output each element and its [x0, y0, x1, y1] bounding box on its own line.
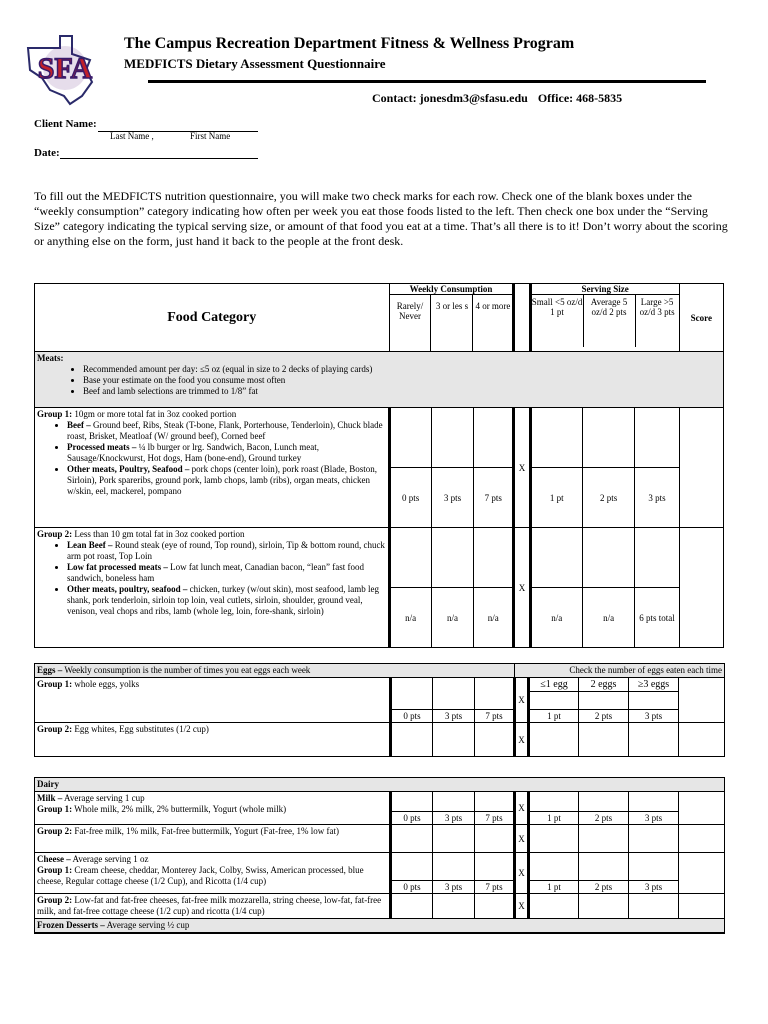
checkbox-cell[interactable] [389, 408, 431, 468]
eggs-check-label: Check the number of eggs eaten each time [515, 664, 725, 678]
checkbox-cell[interactable] [629, 853, 679, 881]
meats-bullet: • Recommended amount per day: ≤5 oz (equal in size to 2 decks of playing cards) [83, 364, 721, 375]
points-cell: n/a [474, 588, 514, 648]
checkbox-cell[interactable] [391, 853, 433, 881]
page-subtitle: MEDFICTS Dietary Assessment Questionnaire [124, 56, 386, 71]
checkbox-cell[interactable] [579, 692, 629, 710]
x-cell: X [514, 528, 530, 648]
score-cell[interactable] [679, 894, 725, 919]
small-header: Small <5 oz/d 1 pt [532, 295, 584, 347]
large-header: Large >5 oz/d 3 pts [639, 297, 675, 317]
checkbox-cell[interactable] [629, 825, 679, 853]
meats-group1 [35, 408, 390, 528]
points-cell: 6 pts total [635, 588, 679, 648]
logo-text: SFA [37, 52, 93, 85]
x-cell: X [515, 792, 529, 825]
checkbox-cell[interactable] [530, 528, 582, 588]
checkbox-cell[interactable] [391, 825, 433, 853]
date-field[interactable] [60, 158, 258, 159]
weekly-consumption-header: Weekly Consumption Rarely/ Never 3 or les s 4 or more [389, 284, 514, 352]
checkbox-cell[interactable] [475, 723, 515, 757]
list-item: • Beef – Ground beef, Ribs, Steak (T-bone, Flank, Porterhouse, Tenderloin), Chuck blade roast, Brisket, Meatloaf (W/ ground beef), Corned beef [67, 420, 386, 442]
meats-bullet: • Base your estimate on the food you consume most often [83, 375, 721, 386]
page-title: The Campus Recreation Department Fitness & Wellness Program [124, 35, 575, 52]
meats-bullet: • Beef and lamb selections are trimmed to 1/8” fat [83, 386, 721, 397]
list-item: • Low fat processed meats – Low fat lunch meat, Canadian bacon, “lean” fast food sandwich, boneless ham [67, 562, 386, 584]
points-cell: 0 pts [391, 812, 433, 825]
checkbox-cell[interactable] [433, 678, 475, 710]
sfa-logo [20, 30, 110, 110]
separator-cell [514, 284, 530, 352]
checkbox-cell[interactable] [433, 792, 475, 812]
checkbox-cell[interactable] [635, 408, 679, 468]
x-cell: X [515, 853, 529, 894]
checkbox-cell[interactable] [529, 853, 579, 881]
points-cell: 7 pts [475, 881, 515, 894]
office-phone: Office: 468-5835 [537, 91, 623, 105]
eggs-table [34, 663, 725, 757]
checkbox-cell[interactable] [582, 408, 634, 468]
points-cell: 2 pts [582, 468, 634, 528]
score-header: Score [679, 284, 723, 352]
checkbox-cell[interactable] [433, 853, 475, 881]
contact-line [372, 91, 622, 106]
checkbox-cell[interactable] [391, 678, 433, 710]
contact-email: Contact: jonesdm3@sfasu.edu [372, 91, 528, 105]
score-cell[interactable] [679, 528, 723, 648]
checkbox-cell[interactable] [579, 894, 629, 919]
x-cell: X [515, 825, 529, 853]
last-name-caption: Last Name , [110, 131, 154, 141]
client-name-label: Client Name: [34, 118, 97, 130]
points-cell: n/a [530, 588, 582, 648]
meats-section [35, 352, 724, 408]
checkbox-cell[interactable] [474, 408, 514, 468]
group-label: Group 2: [37, 529, 73, 539]
checkbox-cell[interactable] [579, 723, 629, 757]
eggs-section: Eggs – Weekly consumption is the number of times you eat eggs each week [35, 664, 515, 678]
checkbox-cell[interactable] [635, 528, 679, 588]
points-cell: 3 pts [433, 812, 475, 825]
checkbox-cell[interactable] [475, 792, 515, 812]
points-cell: 3 pts [431, 468, 473, 528]
dairy-section: Dairy [35, 778, 725, 792]
cheese-group2: Group 2: Low-fat and fat-free cheeses, fat-free milk mozzarella, string cheese, low-fat, fat-free milk, and fat-free cottage cheese (1/2 cup) and ricotta (1/4 cup) [35, 894, 391, 919]
list-item: • Other meats, poultry, seafood – chicken, turkey (w/out skin), most seafood, lamb leg shank, pork tenderloin, sirloin top loin, veal cutlets, sirloin, shoulder, ground veal, venison, veal chops and ribs, lamb (whole leg, loin, fore-shank, sirloin) [67, 584, 386, 617]
meats-group2 [35, 528, 390, 648]
eggs-group1: Group 1: whole eggs, yolks [35, 678, 391, 723]
serving-size-header: Serving Size Small <5 oz/d 1 pt Average 5 oz/d 2 pts Large >5 oz/d 3 pts [530, 284, 679, 352]
checkbox-cell[interactable] [475, 853, 515, 881]
checkbox-cell[interactable] [475, 894, 515, 919]
cheese-group1: Cheese – Average serving 1 oz Group 1: Cream cheese, cheddar, Monterey Jack, Colby, Swiss, American processed, blue cheese, Regular cottage cheese (1/2 Cup), and Ricotta (1/4 cup) [35, 853, 391, 894]
checkbox-cell[interactable] [579, 853, 629, 881]
date-label: Date: [34, 147, 60, 159]
header-rule [148, 80, 706, 83]
x-cell: X [515, 723, 529, 757]
score-cell[interactable] [679, 792, 725, 825]
points-cell: 0 pts [389, 468, 431, 528]
score-cell[interactable] [679, 723, 725, 757]
checkbox-cell[interactable] [529, 792, 579, 812]
points-cell: 3 pts [629, 812, 679, 825]
checkbox-cell[interactable] [433, 723, 475, 757]
points-cell: 0 pts [391, 881, 433, 894]
food-category-header: Food Category [35, 284, 390, 352]
checkbox-cell[interactable] [579, 792, 629, 812]
egg-size-label: ≥3 eggs [629, 678, 679, 692]
points-cell: 1 pt [529, 812, 579, 825]
checkbox-cell[interactable] [391, 894, 433, 919]
list-item: • Processed meats – ¼ lb burger or lrg. Sandwich, Bacon, Lunch meat, Sausage/Knockwurst, Hot dogs, Ham (bone-end), Ground turkey [67, 442, 386, 464]
points-cell: 7 pts [475, 710, 515, 723]
meats-label: Meats: [37, 353, 64, 363]
milk-group1: Milk – Average serving 1 cup Group 1: Whole milk, 2% milk, 2% buttermilk, Yogurt (whole milk) [35, 792, 391, 825]
points-cell: 7 pts [474, 468, 514, 528]
points-cell: 0 pts [391, 710, 433, 723]
checkbox-cell[interactable] [582, 528, 634, 588]
list-item: • Lean Beef – Round steak (eye of round, Top round), sirloin, Tip & bottom round, chuck arm pot roast, Top Loin [67, 540, 386, 562]
checkbox-cell[interactable] [475, 678, 515, 710]
x-cell: X [514, 408, 530, 528]
group-desc: Less than 10 gm total fat in 3oz cooked portion [74, 529, 245, 539]
points-cell: 3 pts [635, 468, 679, 528]
checkbox-cell[interactable] [389, 528, 431, 588]
points-cell: 2 pts [579, 710, 629, 723]
points-cell: 1 pt [529, 710, 579, 723]
frozen-desserts-section: Frozen Desserts – Average serving ½ cup [35, 919, 725, 934]
dairy-table [34, 777, 725, 934]
checkbox-cell[interactable] [391, 792, 433, 812]
score-cell[interactable] [679, 678, 725, 723]
checkbox-cell[interactable] [475, 825, 515, 853]
checkbox-cell[interactable] [474, 528, 514, 588]
three-or-less-header: 3 or les s [431, 295, 473, 351]
meats-table [34, 283, 724, 648]
score-cell[interactable] [679, 408, 723, 528]
checkbox-cell[interactable] [629, 692, 679, 710]
instructions: To fill out the MEDFICTS nutrition questionnaire, you will make two check marks for each row. Check one of the blank boxes under the “weekly consumption” category indicating how often per week you eat those foods listed to the left. Then check one box under the “Serving Size” category indicating the typical serving size, or amount of that food you eat at a time. That’s all there is to it! Don’t worry about the scoring or anything else on the form, just hand it back to the people at the front desk. [34, 189, 728, 248]
list-item: • Other meats, Poultry, Seafood – pork chops (center loin), pork roast (Blade, Boston, Sirloin), Pork spareribs, ground pork, lamb chops, lamb (ribs), organ meats, chicken w/skin, eel, mackerel, pompano [67, 464, 386, 497]
four-or-more-header: 4 or more [475, 301, 511, 311]
points-cell: 3 pts [433, 881, 475, 894]
points-cell: 1 pt [529, 881, 579, 894]
rarely-never-header: Rarely/ Never [390, 295, 432, 351]
checkbox-cell[interactable] [529, 723, 579, 757]
group-desc: 10gm or more total fat in 3oz cooked portion [74, 409, 237, 419]
points-cell: 3 pts [433, 710, 475, 723]
points-cell: 3 pts [629, 710, 679, 723]
points-cell: 1 pt [530, 468, 582, 528]
checkbox-cell[interactable] [433, 894, 475, 919]
checkbox-cell[interactable] [391, 723, 433, 757]
score-cell[interactable] [679, 853, 725, 894]
score-cell[interactable] [679, 825, 725, 853]
points-cell: 3 pts [629, 881, 679, 894]
checkbox-cell[interactable] [529, 825, 579, 853]
x-cell: X [515, 678, 529, 723]
checkbox-cell[interactable] [431, 528, 473, 588]
checkbox-cell[interactable] [629, 723, 679, 757]
checkbox-cell[interactable] [629, 894, 679, 919]
points-cell: n/a [389, 588, 431, 648]
group-label: Group 1: [37, 409, 73, 419]
checkbox-cell[interactable] [433, 825, 475, 853]
checkbox-cell[interactable] [431, 408, 473, 468]
checkbox-cell[interactable] [530, 408, 582, 468]
checkbox-cell[interactable] [629, 792, 679, 812]
milk-group2: Group 2: Fat-free milk, 1% milk, Fat-free buttermilk, Yogurt (Fat-free, 1% low fat) [35, 825, 391, 853]
checkbox-cell[interactable] [529, 692, 579, 710]
first-name-caption: First Name [190, 131, 231, 141]
egg-size-label: ≤1 egg [529, 678, 579, 692]
checkbox-cell[interactable] [529, 894, 579, 919]
points-cell: 2 pts [579, 881, 629, 894]
points-cell: n/a [431, 588, 473, 648]
egg-size-label: 2 eggs [579, 678, 629, 692]
points-cell: 7 pts [475, 812, 515, 825]
average-header: Average 5 oz/d 2 pts [584, 295, 636, 347]
points-cell: n/a [582, 588, 634, 648]
x-cell: X [515, 894, 529, 919]
eggs-group2: Group 2: Egg whites, Egg substitutes (1/2 cup) [35, 723, 391, 757]
checkbox-cell[interactable] [579, 825, 629, 853]
points-cell: 2 pts [579, 812, 629, 825]
